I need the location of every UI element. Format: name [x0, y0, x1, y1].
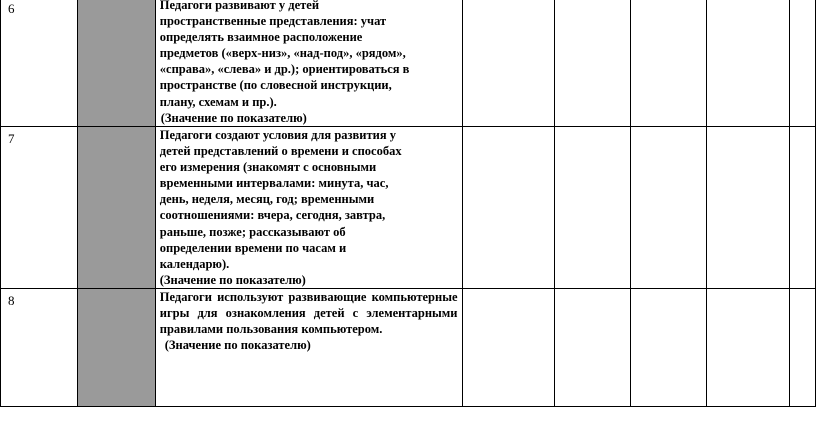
criterion-note: (Значение по показателю) — [160, 110, 307, 125]
score-cell[interactable] — [631, 0, 707, 127]
shaded-cell — [77, 127, 155, 289]
shaded-cell — [77, 288, 155, 406]
table-row — [1, 127, 816, 289]
score-cell[interactable] — [555, 127, 631, 289]
criterion-cell — [155, 127, 462, 289]
score-cell[interactable] — [555, 0, 631, 127]
score-cell[interactable] — [789, 288, 815, 406]
score-cell[interactable] — [631, 127, 707, 289]
criterion-cell — [155, 288, 462, 406]
score-cell[interactable] — [631, 288, 707, 406]
shaded-cell — [77, 0, 155, 127]
table-row — [1, 0, 816, 127]
criterion-text: Педагоги создают условия для развития у детей представлений о времени и способах его измерения (знакомят с основными временными интервалами: минута, час, день, неделя, месяц, год; временными соотношениями: вчера, сегодня, завтра, раньше, позже; рассказывают об определении времени по часам и календарю). — [159, 128, 402, 271]
score-cell[interactable] — [462, 0, 555, 127]
score-cell[interactable] — [707, 288, 790, 406]
criterion-cell — [155, 0, 462, 127]
score-cell[interactable] — [789, 127, 815, 289]
table-row — [1, 288, 816, 406]
criterion-note: (Значение по показателю) — [164, 338, 311, 353]
score-cell[interactable] — [707, 127, 790, 289]
criterion-note: (Значение по показателю) — [159, 272, 306, 287]
criterion-text: Педагоги используют развивающие компьютерные игры для ознакомления детей с элементарными правилами пользования компьютером. — [159, 289, 458, 337]
row-number: 7 — [1, 127, 78, 289]
score-cell[interactable] — [789, 0, 815, 127]
score-cell[interactable] — [462, 288, 555, 406]
score-cell[interactable] — [555, 288, 631, 406]
row-number: 8 — [1, 288, 78, 406]
row-number: 6 — [1, 0, 78, 127]
score-cell[interactable] — [707, 0, 790, 127]
score-cell[interactable] — [462, 127, 555, 289]
criterion-text: Педагоги развивают у детей пространственные представления: учат определять взаимное расположение предметов («верх-низ», «над-под», «рядом», «справа», «слева» и др.); ориентироваться в пространстве (по словесной инструкции, плану, схемам и пр.). — [159, 0, 410, 109]
